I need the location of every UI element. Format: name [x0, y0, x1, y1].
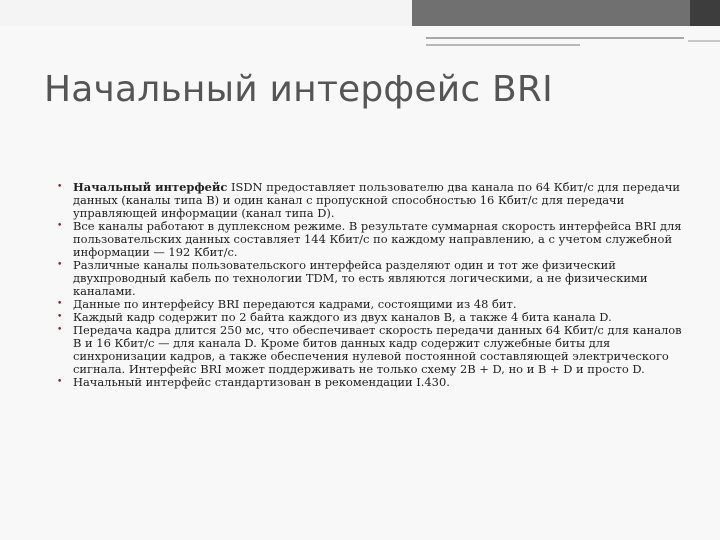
decorative-line [688, 40, 720, 42]
bullet-dot-icon: • [57, 325, 63, 335]
bullet-text: Данные по интерфейсу BRI передаются кадрами, состоящими из 48 бит. [73, 297, 517, 311]
bullet-dot-icon: • [57, 260, 63, 270]
bullet-text: Все каналы работают в дуплексном режиме. В результате суммарная скорость интерфейса BRI для пользовательских данных составляет 144 Кбит/с по каждому направлению, а с учетом служебной информации — 192 Кбит/с. [73, 219, 682, 259]
bullet-dot-icon: • [57, 312, 63, 322]
top-gray-bar [412, 0, 690, 26]
decorative-line [426, 37, 684, 39]
bullet-dot-icon: • [57, 377, 63, 387]
bullet-text: ISDN предоставляет пользователю два канала по 64 Кбит/с для передачи данных (каналы типа В) и один канал с пропускной способностью 16 Кбит/с для передачи управляющей информации (канал типа D). [73, 180, 681, 220]
bullet-text: Передача кадра длится 250 мс, что обеспечивает скорость передачи данных 64 Кбит/с для каналов В и 16 Кбит/с — для канала D. Кроме битов данных кадр содержит служебные биты для синхронизации кадров, а также обеспечения нулевой постоянной составляющей электрического сигнала. Интерфейс BRI может поддерживать не только схему 2В + D, но и В + D и просто D. [73, 323, 682, 376]
bullet-item [56, 376, 682, 389]
bullet-lead-term: Начальный интерфейс [73, 180, 228, 194]
bullet-dot-icon: • [57, 299, 63, 309]
bullet-item [56, 324, 682, 376]
bullet-text: Различные каналы пользовательского интерфейса разделяют один и тот же физический двухпроводный кабель по технологии TDM, то есть являются логическими, а не физическими каналами. [73, 258, 648, 298]
bullet-text: Начальный интерфейс стандартизован в рекомендации I.430. [73, 375, 450, 389]
bullet-text: Каждый кадр содержит по 2 байта каждого из двух каналов В, а также 4 бита канала D. [73, 310, 612, 324]
bullet-dot-icon: • [57, 221, 63, 231]
bullet-item [56, 220, 682, 259]
top-accent-bar [690, 0, 720, 26]
slide-content [56, 181, 682, 389]
bullet-dot-icon: • [57, 182, 63, 192]
bullet-item [56, 259, 682, 298]
decorative-line [426, 44, 580, 46]
slide-title: Начальный интерфейс BRI [44, 69, 553, 110]
bullet-item [56, 181, 682, 220]
bullet-list [56, 181, 682, 389]
